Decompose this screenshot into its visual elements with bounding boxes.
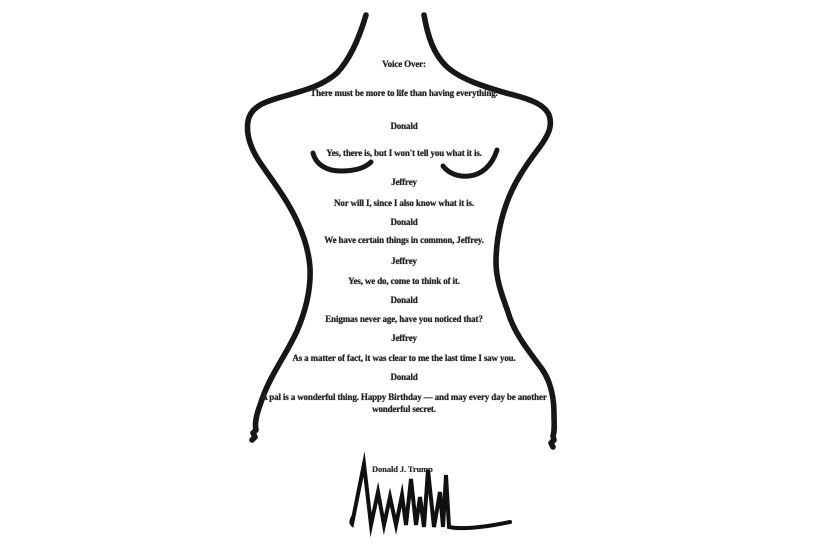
- dialogue-line: wonderful secret.: [372, 404, 436, 414]
- speaker-label-jeffrey: Jeffrey: [391, 177, 417, 187]
- speaker-label-jeffrey: Jeffrey: [391, 333, 417, 343]
- dialogue-line: Yes, there is, but I won't tell you what it is.: [326, 148, 482, 158]
- speaker-label-donald: Donald: [390, 372, 418, 382]
- speaker-label-donald: Donald: [390, 295, 418, 305]
- dialogue-line: A pal is a wonderful thing. Happy Birthday — and may every day be another: [261, 392, 547, 402]
- speaker-label-voice-over: Voice Over:: [382, 59, 426, 69]
- dialogue-line: Yes, we do, come to think of it.: [348, 276, 460, 286]
- speaker-label-jeffrey: Jeffrey: [391, 256, 417, 266]
- dialogue-line: We have certain things in common, Jeffrey.: [324, 235, 484, 245]
- voice-over-line: There must be more to life than having everything.: [310, 88, 498, 98]
- speaker-label-donald: Donald: [390, 217, 418, 227]
- signature-scrawl-icon: [351, 464, 510, 528]
- dialogue-line: Nor will I, since I also know what it is.: [334, 198, 474, 208]
- dialogue-line: Enigmas never age, have you noticed that?: [325, 314, 483, 324]
- dialogue-line: As a matter of fact, it was clear to me the last time I saw you.: [292, 353, 516, 363]
- typed-signature-name: Donald J. Trump: [372, 464, 433, 474]
- speaker-label-donald: Donald: [390, 121, 418, 131]
